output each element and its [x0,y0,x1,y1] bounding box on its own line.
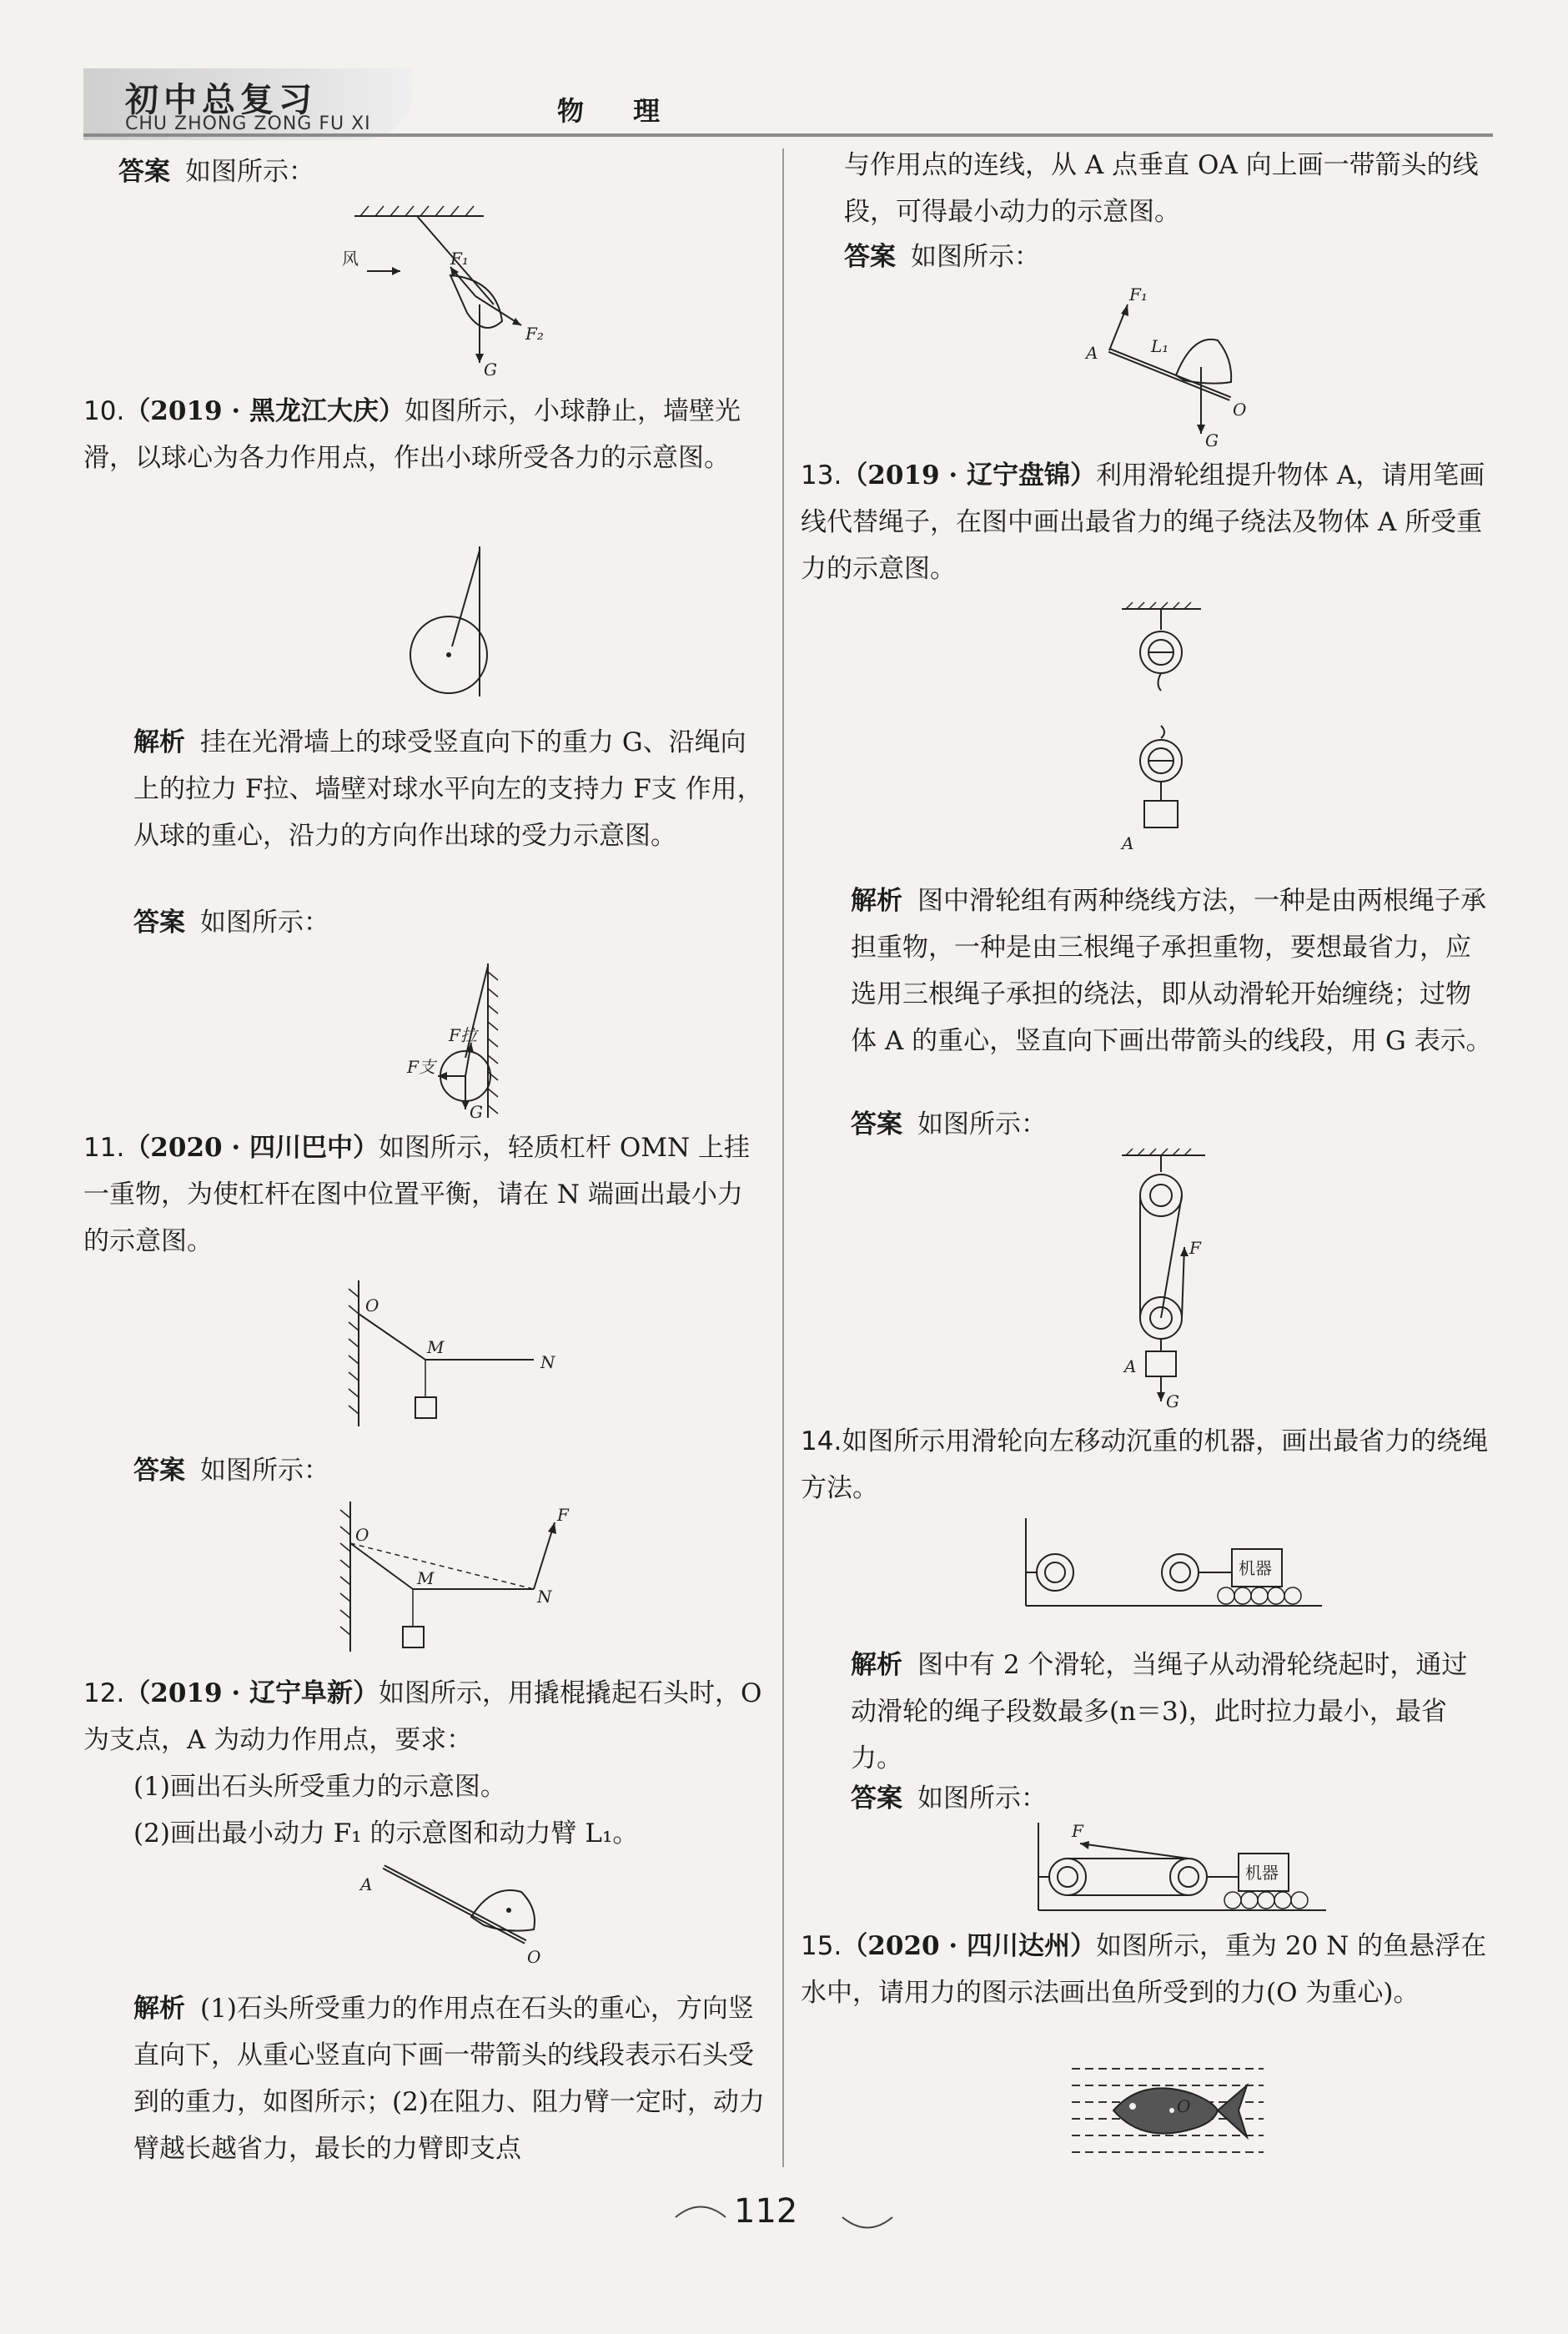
q12-answer [844,234,1040,280]
q12-analysis-continued: 与作用点的连线，从 A 点垂直 OA 向上画一带箭头的线段，可得最小动力的示意图。 [844,150,1479,227]
crowbar-diagram [350,1850,567,1967]
fish-in-water-diagram [1068,2060,1268,2160]
object-a-label: A [1122,833,1134,853]
book-title-pinyin: CHU ZHONG ZONG FU XI [125,113,371,134]
question-text: 如图所示，用撬棍撬起石头时，O 为支点，A 为动力作用点，要求： [83,1678,762,1755]
answer-text: 如图所示： [917,1783,1047,1813]
question-source: （2019 · 辽宁阜新） [124,1678,379,1708]
pivot-o-label: O [365,1295,379,1315]
wall-ball-diagram [400,542,509,701]
point-n-label: N [540,1352,555,1372]
pivot-o-label: O [1233,400,1247,420]
q14-answer [851,1775,1047,1822]
center-o-label: O [1177,2096,1191,2116]
book-title: 初中总复习 [125,81,317,119]
machine-pulley-answer-diagram [1030,1818,1330,1919]
q10-answer [133,899,329,946]
question-12 [83,1670,767,1857]
question-source: （2020 · 四川达州） [842,1931,1096,1961]
question-number: 12. [83,1678,125,1708]
question-14 [801,1418,1493,1512]
analysis-text: (1)石头所受重力的作用点在石头的重心，方向竖直向下，从重心竖直向下画一带箭头的线段表示石头受到的重力，如图所示；(2)在阻力、阻力臂一定时，动力臂越长越省力，最长的力臂即支点 [133,1994,765,2164]
q10-analysis [133,719,767,859]
object-a-label: A [1124,1356,1137,1376]
q13-analysis [851,878,1493,1064]
answer-text: 如图所示： [185,157,314,187]
pivot-o-label: O [355,1525,369,1545]
gravity-label: G [484,360,497,380]
answer-label: 答案 [851,1783,902,1813]
answer-label: 答案 [118,157,170,187]
analysis-text: 图中滑轮组有两种绕线方法，一种是由两根绳子承担重物，一种是由三根绳子承担重物，要想最省力，应选用三根绳子承担的绕法，即从动滑轮开始缠绕；过物体 A 的重心，竖直向下画出带箭头的线段，用 G 表示。 [851,886,1492,1056]
question-number: 10. [83,396,125,426]
answer-label: 答案 [851,1109,902,1139]
wind-ball-diagram [317,204,567,384]
machine-label: 机器 [1245,1863,1279,1883]
point-n-label: N [537,1587,552,1607]
question-10 [83,388,767,481]
pivot-o-label: O [527,1947,541,1967]
answer-text: 如图所示： [200,908,329,938]
question-number: 11. [83,1133,125,1163]
machine-label: 机器 [1239,1558,1272,1578]
question-item-2: (2)画出最小动力 F₁ 的示意图和动力臂 L₁。 [133,1818,639,1849]
support-force-label: F支 [407,1057,435,1077]
question-13 [801,452,1493,592]
answer-label: 答案 [844,242,896,272]
wind-label: 风 [342,249,359,269]
lever-omn-diagram [342,1276,584,1435]
question-source: （2019 · 黑龙江大庆） [124,396,405,426]
gravity-label: G [1166,1391,1179,1411]
analysis-label: 解析 [133,1994,185,2024]
point-m-label: M [417,1568,435,1588]
wall-ball-forces-diagram [392,959,509,1122]
question-number: 14. [801,1426,842,1456]
arm-l1-label: L₁ [1151,336,1169,356]
q12-analysis [133,1985,767,2172]
force-f-label: F [1072,1821,1083,1841]
question-11 [83,1124,767,1265]
column-divider [782,148,784,2167]
crowbar-answer-diagram [1076,275,1259,450]
answer-text: 如图所示： [917,1109,1047,1139]
question-item-1: (1)画出石头所受重力的示意图。 [133,1772,506,1802]
answer-label: 答案 [133,1456,185,1486]
analysis-label: 解析 [133,727,185,757]
force-f2-label: F₂ [525,324,544,344]
question-text: 如图所示，重为 20 N 的鱼悬浮在水中，请用力的图示法画出鱼所受到的力(O 为重心)。 [801,1931,1487,2008]
analysis-text: 图中有 2 个滑轮，当绳子从动滑轮绕起时，通过动滑轮的绳子段数最多(n＝3)，此时拉力最小，最省力。 [851,1650,1468,1773]
point-a-label: A [360,1874,373,1894]
subject-title: 物 理 [557,95,681,127]
point-a-label: A [1086,343,1098,363]
gravity-label: G [1205,430,1219,450]
force-f1-label: F₁ [1129,284,1148,304]
q11-answer [133,1447,329,1494]
question-text: 利用滑轮组提升物体 A，请用笔画线代替绳子，在图中画出最省力的绳子绕法及物体 A 所受重力的示意图。 [801,460,1485,584]
page-number: 112 [734,2192,798,2231]
force-f-label: F [557,1505,569,1525]
question-number: 15. [801,1931,842,1961]
analysis-label: 解析 [851,886,902,916]
tension-force-label: F拉 [449,1025,477,1045]
question-15 [801,1923,1493,2016]
answer-label: 答案 [133,908,185,938]
q13-answer [851,1101,1047,1148]
question-source: （2019 · 辽宁盘锦） [842,460,1096,490]
question-source: （2020 · 四川巴中） [124,1133,379,1163]
q14-analysis [851,1642,1493,1782]
q9-answer [118,148,314,195]
pulley-answer-diagram [1109,1147,1234,1414]
question-text: 如图所示，小球静止，墙壁光滑，以球心为各力作用点，作出小球所受各力的示意图。 [83,396,741,473]
lever-omn-answer-diagram [334,1497,575,1656]
answer-text: 如图所示： [911,242,1040,272]
answer-text: 如图所示： [200,1456,329,1486]
pulley-system-diagram [1109,601,1209,859]
question-text: 如图所示，轻质杠杆 OMN 上挂一重物，为使杠杆在图中位置平衡，请在 N 端画出最小力的示意图。 [83,1133,750,1256]
question-text: 如图所示用滑轮向左移动沉重的机器，画出最省力的绕绳方法。 [801,1426,1489,1503]
machine-pulley-diagram [1013,1514,1326,1614]
analysis-text: 挂在光滑墙上的球受竖直向下的重力 G、沿绳向上的拉力 F拉、墙壁对球水平向左的支持力 F支 作用，从球的重心，沿力的方向作出球的受力示意图。 [133,727,763,851]
gravity-label: G [470,1102,483,1122]
point-m-label: M [427,1337,445,1357]
force-f1-label: F₁ [450,249,469,269]
analysis-label: 解析 [851,1650,902,1680]
force-f-label: F [1189,1238,1201,1258]
question-number: 13. [801,460,842,490]
